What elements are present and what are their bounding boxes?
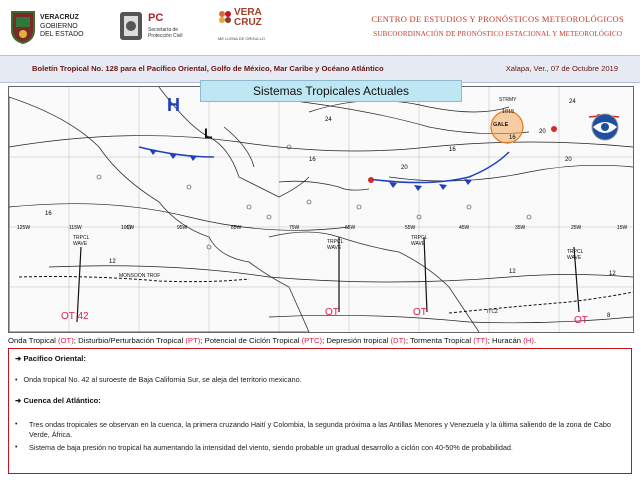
veracruz-logo-line3: DEL ESTADO <box>40 31 84 38</box>
map-title: Sistemas Tropicales Actuales <box>200 80 462 102</box>
isobar-value: 16 <box>449 147 456 153</box>
isobar-value: 12 <box>609 271 616 277</box>
legend-sep: ; <box>487 336 492 345</box>
cold-front <box>139 147 509 191</box>
brand-logo-line1: VERA <box>234 7 262 18</box>
veracruz-shield-icon <box>10 10 36 44</box>
pressure-center-label: 1015 <box>502 109 515 115</box>
pacific-section-heading <box>15 354 86 363</box>
legend-h-abbr: (H) <box>523 336 534 345</box>
monsoon-trough-label: MONSOON TROF <box>119 273 161 279</box>
itcz-line <box>449 292 633 313</box>
pacific-item-text: Onda tropical No. 42 al suroeste de Baja California Sur, se aleja del territorio mexicano. <box>23 375 302 384</box>
isobar-value: 16 <box>309 157 316 163</box>
lon-label-85w: 85W <box>231 225 242 231</box>
legend-sep: . <box>533 336 537 345</box>
legend-dt-abbr: (DT) <box>390 336 406 345</box>
legend-sep: ; <box>322 336 327 345</box>
ot-label-4: OT <box>574 315 588 326</box>
lon-label-95w: 95W <box>177 225 188 231</box>
legend-ot-abbr: (OT) <box>58 336 74 345</box>
pc-logo <box>118 8 198 46</box>
center-title: CENTRO DE ESTUDIOS Y PRONÓSTICOS METEOROLÓGICOS <box>371 14 624 24</box>
legend-sep: ; <box>73 336 79 345</box>
lon-label-75w: 75W <box>289 225 300 231</box>
pc-logo-title: PC <box>148 12 164 24</box>
brand-logo-line2: CRUZ <box>234 17 262 28</box>
brand-icon <box>218 10 232 24</box>
atlantic-section-title: Cuenca del Atlántico: <box>23 396 101 405</box>
bullet-icon: • <box>15 421 18 428</box>
arrow-right-icon: ➜ <box>15 354 24 363</box>
lon-label-25w: 25W <box>571 225 582 231</box>
center-subtitle: SUBCOORDINACIÓN DE PRONÓSTICO ESTACIONAL Y METEOROLÓGICO <box>373 30 623 38</box>
isobar-value: 20 <box>401 165 408 171</box>
pacific-section-title: Pacífico Oriental: <box>23 354 86 363</box>
brand-logo-tagline: ME LLENA DE ORGULLO <box>218 36 265 41</box>
isobar-value: 24 <box>569 99 576 105</box>
bullet-icon: • <box>15 375 18 384</box>
wave-label-1: TRPCL WAVE <box>73 235 90 247</box>
isobar-value: 16 <box>45 211 52 217</box>
isobar-value: 20 <box>539 129 546 135</box>
atlantic-section-heading <box>15 396 101 405</box>
wave-label-4: TRPCL WAVE <box>567 249 584 261</box>
isobar-value: 24 <box>325 117 332 123</box>
legend-ot-text: Onda Tropical <box>8 336 58 345</box>
legend-ptc-abbr: (PTC) <box>301 336 323 345</box>
stormy-label: STRMY <box>499 97 517 103</box>
lon-label-35w: 35W <box>515 225 526 231</box>
atlantic-item-2 <box>15 443 619 453</box>
coastlines <box>9 87 479 332</box>
isobar-value: 12 <box>109 259 116 265</box>
itcz-label: ITCZ <box>487 309 499 315</box>
bullet-icon: • <box>15 444 18 451</box>
ot-label-42: OT 42 <box>61 311 89 322</box>
isobar-value: 12 <box>509 269 516 275</box>
atlantic-item-1 <box>15 420 619 439</box>
legend-pt-abbr: (PT) <box>185 336 201 345</box>
map-graticule <box>9 87 633 332</box>
legend-ptc-text: Potencial de Ciclón Tropical <box>204 336 302 345</box>
bulletin-title-bar <box>0 55 640 83</box>
atlantic-item-1-text: Tres ondas tropicales se observan en la cuenca, la primera cruzando Haití y Colombia, la segunda próxima a las Antillas Menores y Venezuela y la última saliendo de la zona de Cabo Verde, África. <box>29 420 611 439</box>
veracruz-logo-line2: GOBIERNO <box>40 23 78 30</box>
isobar-value: 20 <box>565 157 572 163</box>
wave-label-3: TRPCL WAVE <box>411 235 428 247</box>
isobar-value: 16 <box>509 135 516 141</box>
legend-line <box>8 336 536 345</box>
coat-of-arms-icon <box>118 10 144 42</box>
lon-label-15w: 15W <box>617 225 628 231</box>
pc-logo-line1: Secretaría de <box>148 27 179 33</box>
surface-analysis-map <box>8 86 634 333</box>
header-center-block <box>371 14 624 38</box>
legend-dt-text: Depresión tropical <box>326 336 391 345</box>
high-pressure-label: H <box>167 95 180 115</box>
legend-h-text: Huracán <box>492 336 524 345</box>
legend-sep: ; <box>200 336 205 345</box>
pc-logo-line2: Protección Civil <box>148 33 183 39</box>
legend-pt-text: Disturbio/Perturbación Tropical <box>78 336 186 345</box>
lon-label-65w: 65W <box>345 225 356 231</box>
map-canvas <box>9 87 633 332</box>
lon-label-55w: 55W <box>405 225 416 231</box>
atlantic-item-2-text: Sistema de baja presión no tropical ha aumentando la intensidad del viento, siendo probable un gradual desarrollo a ciclón con 40-50% de probabilidad. <box>29 443 513 452</box>
lon-label-125w: 125W <box>17 225 31 231</box>
bulletin-date: Xalapa, Ver., 07 de Octubre 2019 <box>505 64 618 73</box>
veracruz-logo-line1: VERACRUZ <box>40 14 79 21</box>
ot-label-2: OT <box>325 307 339 318</box>
legend-sep: ; <box>405 336 410 345</box>
legend-tt-abbr: (TT) <box>473 336 488 345</box>
discussion-box <box>8 348 632 474</box>
arrow-right-icon: ➜ <box>15 396 24 405</box>
lon-label-115w: 115W <box>69 225 82 231</box>
veracruz-logo <box>10 8 98 46</box>
isobar-value: 8 <box>607 313 611 319</box>
bulletin-title: Boletín Tropical No. 128 para el Pacífico Oriental, Golfo de México, Mar Caribe y Océano Atlántico <box>32 64 384 73</box>
noaa-icon <box>592 114 618 140</box>
low-pressure-label: L <box>204 125 213 141</box>
wave-label-2: TRPCL WAVE <box>327 239 344 251</box>
lon-label-45w: 45W <box>459 225 470 231</box>
veracruz-brand-logo <box>218 6 278 48</box>
pacific-item <box>15 375 615 385</box>
ot-label-3: OT <box>413 307 427 318</box>
gale-label: GALE <box>493 122 509 128</box>
lon-label-105w: 105W <box>121 225 135 231</box>
legend-tt-text: Tormenta Tropical <box>409 336 474 345</box>
